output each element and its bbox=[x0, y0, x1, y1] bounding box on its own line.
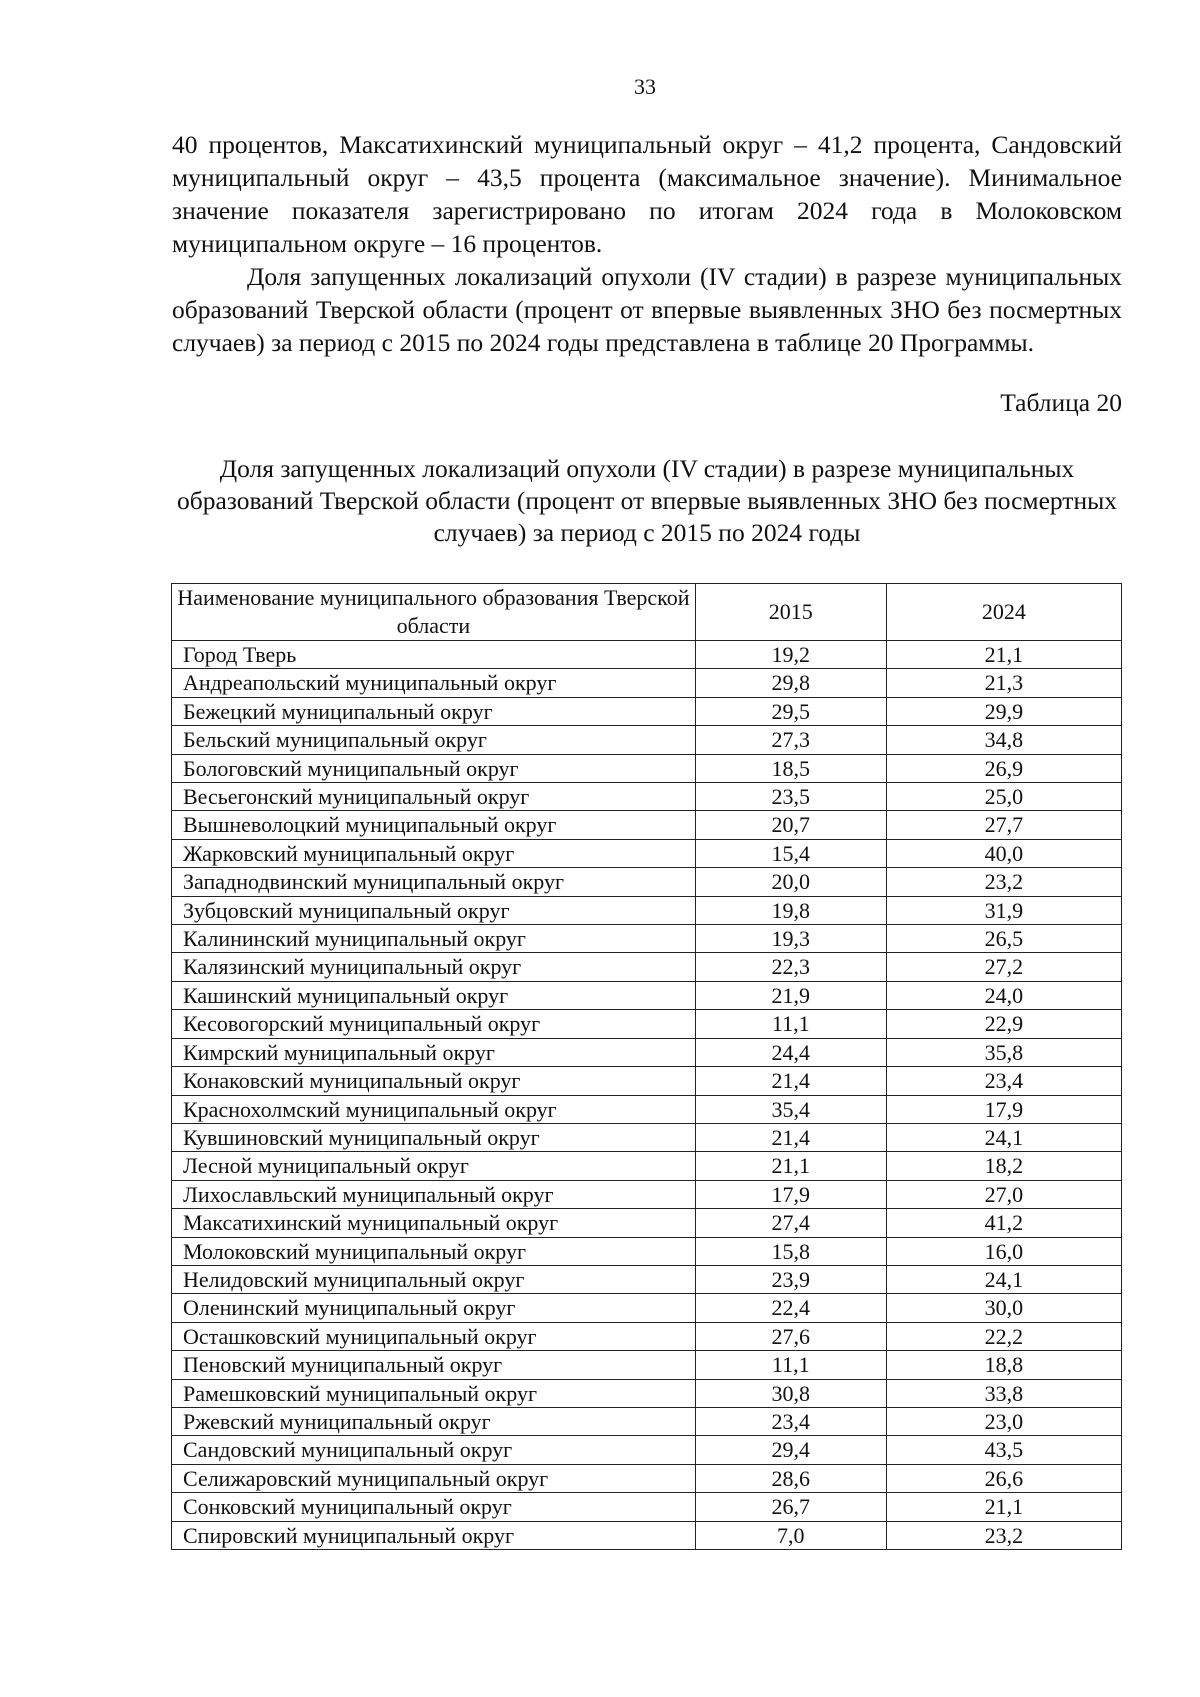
table-row bbox=[172, 1493, 1122, 1521]
table-label: Таблица 20 bbox=[1000, 388, 1122, 417]
municipality-cell: Молоковский муниципальный округ bbox=[172, 1237, 696, 1265]
municipality-cell: Кувшиновский муниципальный округ bbox=[172, 1123, 696, 1151]
value-2015-cell: 21,1 bbox=[695, 1152, 886, 1180]
body-text bbox=[172, 128, 1122, 359]
table-row bbox=[172, 839, 1122, 867]
table-row bbox=[172, 1209, 1122, 1237]
value-2015-cell: 21,9 bbox=[695, 981, 886, 1009]
value-2024-cell: 34,8 bbox=[886, 726, 1121, 754]
value-2024-cell: 29,9 bbox=[886, 697, 1121, 725]
paragraph-1: 40 процентов, Максатихинский муниципальный округ – 41,2 процента, Сандовский муниципальный округ – 43,5 процента (максимальное значение). Минимальное значение показателя зарегистрировано по итогам 2024 года в Молоковском муниципальном округе – 16 процентов. bbox=[172, 130, 1122, 258]
municipality-cell: Сонковский муниципальный округ bbox=[172, 1493, 696, 1521]
municipality-cell: Нелидовский муниципальный округ bbox=[172, 1265, 696, 1293]
table-row bbox=[172, 1464, 1122, 1492]
value-2015-cell: 22,3 bbox=[695, 953, 886, 981]
municipality-cell: Краснохолмский муниципальный округ bbox=[172, 1095, 696, 1123]
value-2024-cell: 21,3 bbox=[886, 669, 1121, 697]
table-row bbox=[172, 1379, 1122, 1407]
value-2024-cell: 41,2 bbox=[886, 1209, 1121, 1237]
municipality-cell: Оленинский муниципальный округ bbox=[172, 1294, 696, 1322]
table-row bbox=[172, 896, 1122, 924]
municipality-cell: Ржевский муниципальный округ bbox=[172, 1407, 696, 1435]
header-2015: 2015 bbox=[695, 584, 886, 641]
table-row bbox=[172, 811, 1122, 839]
table-row bbox=[172, 669, 1122, 697]
value-2015-cell: 23,9 bbox=[695, 1265, 886, 1293]
table-row bbox=[172, 1294, 1122, 1322]
value-2024-cell: 23,0 bbox=[886, 1407, 1121, 1435]
table-row bbox=[172, 1095, 1122, 1123]
value-2015-cell: 17,9 bbox=[695, 1180, 886, 1208]
table-row bbox=[172, 1152, 1122, 1180]
municipality-cell: Калининский муниципальный округ bbox=[172, 925, 696, 953]
municipality-cell: Селижаровский муниципальный округ bbox=[172, 1464, 696, 1492]
table-row bbox=[172, 981, 1122, 1009]
value-2015-cell: 28,6 bbox=[695, 1464, 886, 1492]
municipality-cell: Лихославльский муниципальный округ bbox=[172, 1180, 696, 1208]
value-2024-cell: 31,9 bbox=[886, 896, 1121, 924]
value-2015-cell: 29,4 bbox=[695, 1436, 886, 1464]
value-2015-cell: 7,0 bbox=[695, 1521, 886, 1549]
municipality-cell: Кесовогорский муниципальный округ bbox=[172, 1010, 696, 1038]
table-row bbox=[172, 1123, 1122, 1151]
municipality-cell: Зубцовский муниципальный округ bbox=[172, 896, 696, 924]
table-row bbox=[172, 1038, 1122, 1066]
municipality-cell: Кашинский муниципальный округ bbox=[172, 981, 696, 1009]
table-row bbox=[172, 1010, 1122, 1038]
table-title: Доля запущенных локализаций опухоли (IV стадии) в разрезе муниципальных образований Тверской области (процент от впервые выявленных ЗНО без посмертных случаев) за период с 2015 по 2024 годы bbox=[177, 454, 1117, 547]
value-2024-cell: 23,4 bbox=[886, 1067, 1121, 1095]
municipality-cell: Бологовский муниципальный округ bbox=[172, 754, 696, 782]
paragraph-2: Доля запущенных локализаций опухоли (IV стадии) в разрезе муниципальных образований Тверской области (процент от впервые выявленных ЗНО без посмертных случаев) за период с 2015 по 2024 годы представлена в таблице 20 Программы. bbox=[172, 262, 1122, 357]
value-2015-cell: 15,8 bbox=[695, 1237, 886, 1265]
value-2015-cell: 22,4 bbox=[695, 1294, 886, 1322]
value-2015-cell: 35,4 bbox=[695, 1095, 886, 1123]
value-2024-cell: 18,8 bbox=[886, 1351, 1121, 1379]
value-2015-cell: 27,4 bbox=[695, 1209, 886, 1237]
value-2015-cell: 11,1 bbox=[695, 1010, 886, 1038]
municipality-cell: Западнодвинский муниципальный округ bbox=[172, 868, 696, 896]
header-2024: 2024 bbox=[886, 584, 1121, 641]
value-2015-cell: 23,4 bbox=[695, 1407, 886, 1435]
value-2015-cell: 20,0 bbox=[695, 868, 886, 896]
data-table bbox=[171, 583, 1122, 1550]
municipality-cell: Лесной муниципальный округ bbox=[172, 1152, 696, 1180]
value-2015-cell: 27,6 bbox=[695, 1322, 886, 1350]
value-2024-cell: 21,1 bbox=[886, 1493, 1121, 1521]
value-2024-cell: 43,5 bbox=[886, 1436, 1121, 1464]
value-2024-cell: 21,1 bbox=[886, 641, 1121, 669]
table-row bbox=[172, 1521, 1122, 1549]
municipality-cell: Жарковский муниципальный округ bbox=[172, 839, 696, 867]
value-2024-cell: 30,0 bbox=[886, 1294, 1121, 1322]
table-row bbox=[172, 1436, 1122, 1464]
value-2015-cell: 24,4 bbox=[695, 1038, 886, 1066]
value-2024-cell: 23,2 bbox=[886, 1521, 1121, 1549]
value-2024-cell: 22,2 bbox=[886, 1322, 1121, 1350]
municipality-cell: Пеновский муниципальный округ bbox=[172, 1351, 696, 1379]
header-municipality: Наименование муниципального образования Тверской области bbox=[172, 584, 696, 641]
value-2015-cell: 27,3 bbox=[695, 726, 886, 754]
municipality-cell: Андреапольский муниципальный округ bbox=[172, 669, 696, 697]
value-2024-cell: 16,0 bbox=[886, 1237, 1121, 1265]
municipality-cell: Калязинский муниципальный округ bbox=[172, 953, 696, 981]
municipality-cell: Город Тверь bbox=[172, 641, 696, 669]
value-2015-cell: 23,5 bbox=[695, 783, 886, 811]
value-2024-cell: 26,9 bbox=[886, 754, 1121, 782]
value-2015-cell: 19,3 bbox=[695, 925, 886, 953]
table-row bbox=[172, 1067, 1122, 1095]
value-2024-cell: 24,1 bbox=[886, 1265, 1121, 1293]
table-row bbox=[172, 1265, 1122, 1293]
value-2024-cell: 26,5 bbox=[886, 925, 1121, 953]
value-2015-cell: 29,5 bbox=[695, 697, 886, 725]
municipality-cell: Кимрский муниципальный округ bbox=[172, 1038, 696, 1066]
value-2024-cell: 23,2 bbox=[886, 868, 1121, 896]
value-2024-cell: 27,2 bbox=[886, 953, 1121, 981]
table-row bbox=[172, 1237, 1122, 1265]
table-row bbox=[172, 953, 1122, 981]
table-row bbox=[172, 697, 1122, 725]
table-body bbox=[172, 641, 1122, 1550]
value-2024-cell: 17,9 bbox=[886, 1095, 1121, 1123]
value-2024-cell: 24,1 bbox=[886, 1123, 1121, 1151]
value-2015-cell: 19,2 bbox=[695, 641, 886, 669]
page-number: 33 bbox=[634, 74, 656, 99]
value-2024-cell: 25,0 bbox=[886, 783, 1121, 811]
municipality-cell: Сандовский муниципальный округ bbox=[172, 1436, 696, 1464]
value-2015-cell: 15,4 bbox=[695, 839, 886, 867]
value-2024-cell: 22,9 bbox=[886, 1010, 1121, 1038]
municipality-cell: Спировский муниципальный округ bbox=[172, 1521, 696, 1549]
municipality-cell: Рамешковский муниципальный округ bbox=[172, 1379, 696, 1407]
table-row bbox=[172, 1351, 1122, 1379]
municipality-cell: Вышневолоцкий муниципальный округ bbox=[172, 811, 696, 839]
municipality-cell: Осташковский муниципальный округ bbox=[172, 1322, 696, 1350]
value-2024-cell: 26,6 bbox=[886, 1464, 1121, 1492]
table-row bbox=[172, 868, 1122, 896]
value-2024-cell: 18,2 bbox=[886, 1152, 1121, 1180]
value-2015-cell: 18,5 bbox=[695, 754, 886, 782]
value-2015-cell: 21,4 bbox=[695, 1067, 886, 1095]
table-row bbox=[172, 1407, 1122, 1435]
table-row bbox=[172, 641, 1122, 669]
value-2015-cell: 21,4 bbox=[695, 1123, 886, 1151]
municipality-cell: Бельский муниципальный округ bbox=[172, 726, 696, 754]
value-2015-cell: 20,7 bbox=[695, 811, 886, 839]
value-2024-cell: 27,7 bbox=[886, 811, 1121, 839]
value-2024-cell: 27,0 bbox=[886, 1180, 1121, 1208]
table-row bbox=[172, 1322, 1122, 1350]
value-2024-cell: 35,8 bbox=[886, 1038, 1121, 1066]
table-row bbox=[172, 754, 1122, 782]
value-2015-cell: 30,8 bbox=[695, 1379, 886, 1407]
value-2015-cell: 26,7 bbox=[695, 1493, 886, 1521]
table-row bbox=[172, 1180, 1122, 1208]
municipality-cell: Бежецкий муниципальный округ bbox=[172, 697, 696, 725]
municipality-cell: Конаковский муниципальный округ bbox=[172, 1067, 696, 1095]
value-2015-cell: 19,8 bbox=[695, 896, 886, 924]
table-row bbox=[172, 726, 1122, 754]
value-2015-cell: 11,1 bbox=[695, 1351, 886, 1379]
value-2024-cell: 24,0 bbox=[886, 981, 1121, 1009]
table-row bbox=[172, 783, 1122, 811]
table-row bbox=[172, 925, 1122, 953]
value-2024-cell: 33,8 bbox=[886, 1379, 1121, 1407]
municipality-cell: Максатихинский муниципальный округ bbox=[172, 1209, 696, 1237]
value-2015-cell: 29,8 bbox=[695, 669, 886, 697]
municipality-cell: Весьегонский муниципальный округ bbox=[172, 783, 696, 811]
table-header-row bbox=[172, 584, 1122, 641]
value-2024-cell: 40,0 bbox=[886, 839, 1121, 867]
